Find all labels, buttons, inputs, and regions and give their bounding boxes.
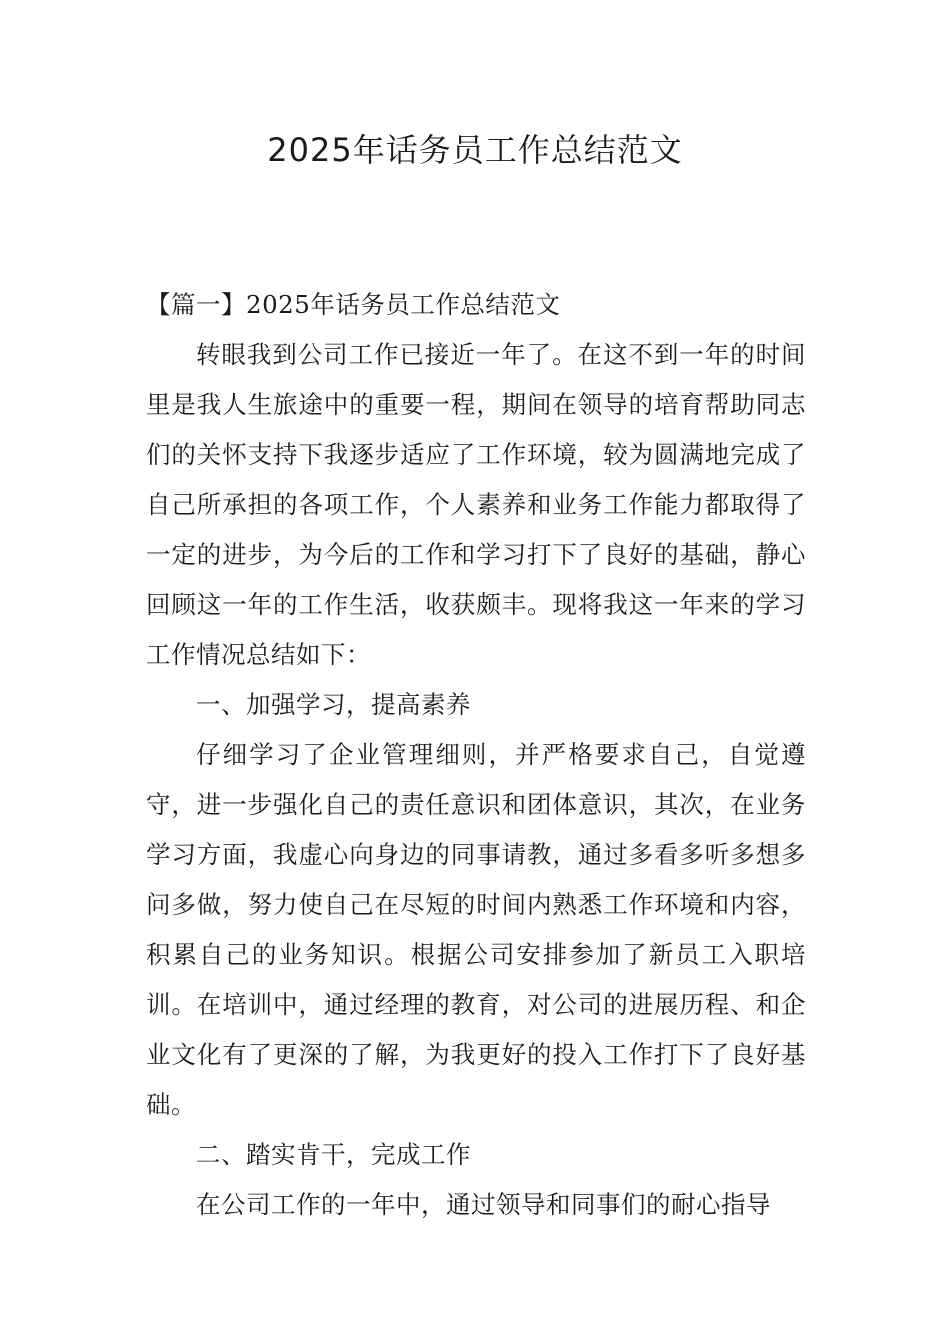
document-body xyxy=(146,280,806,1230)
paragraph-study: 仔细学习了企业管理细则，并严格要求自己，自觉遵守，进一步强化自己的责任意识和团体意识，其次，在业务学习方面，我虚心向身边的同事请教，通过多看多听多想多问多做，努力使自己在尽短的时间内熟悉工作环境和内容，积累自己的业务知识。根据公司安排参加了新员工入职培训。在培训中，通过经理的教育，对公司的进展历程、和企业文化有了更深的了解，为我更好的投入工作打下了良好基础。 xyxy=(146,740,806,1119)
paragraph-intro: 转眼我到公司工作已接近一年了。在这不到一年的时间里是我人生旅途中的重要一程，期间在领导的培育帮助同志们的关怀支持下我逐步适应了工作环境，较为圆满地完成了自己所承担的各项工作，个人素养和业务工作能力都取得了一定的进步，为今后的工作和学习打下了良好的基础，静心回顾这一年的工作生活，收获颇丰。现将我这一年来的学习工作情况总结如下： xyxy=(146,340,806,669)
part-heading: 【篇一】2025年话务员工作总结范文 xyxy=(146,290,561,319)
document-title: 2025年话务员工作总结范文 xyxy=(267,131,683,169)
paragraph-work: 在公司工作的一年中，通过领导和同事们的耐心指导 xyxy=(196,1190,771,1219)
section-heading-1: 一、加强学习，提高素养 xyxy=(196,690,471,719)
section-heading-2: 二、踏实肯干，完成工作 xyxy=(196,1140,471,1169)
